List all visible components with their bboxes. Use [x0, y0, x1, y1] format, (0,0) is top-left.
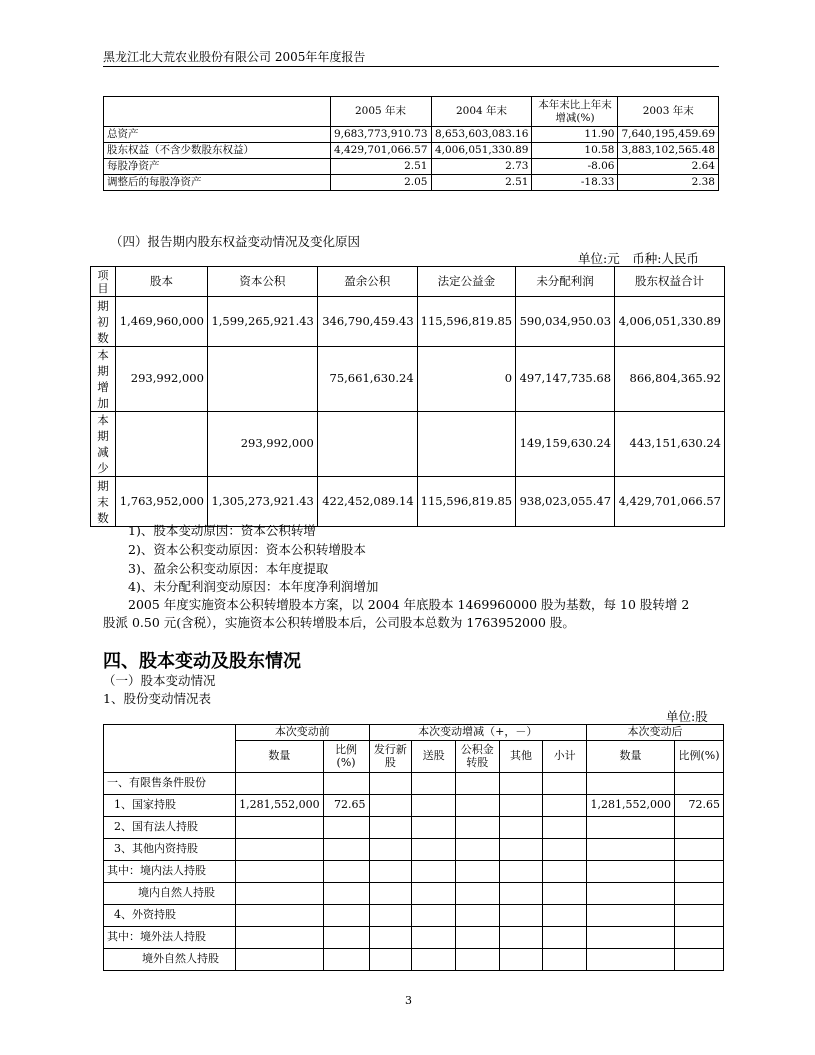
table-row	[91, 477, 725, 527]
cell: 11.90	[532, 127, 618, 143]
row-label: 一、有限售条件股份	[104, 773, 236, 795]
cell: 4,429,701,066.57	[330, 143, 431, 159]
cell	[369, 839, 412, 861]
cell: 443,151,630.24	[615, 412, 725, 477]
cell	[236, 861, 323, 883]
cell	[455, 861, 499, 883]
header-cell: 法定公益金	[417, 267, 515, 297]
table-row	[104, 861, 724, 883]
cell	[455, 949, 499, 971]
group-header-row	[104, 725, 724, 741]
cell	[323, 949, 369, 971]
cell	[323, 861, 369, 883]
table-row	[104, 949, 724, 971]
cell	[499, 817, 543, 839]
cell	[412, 927, 456, 949]
cell	[587, 883, 675, 905]
note-item: 1)、股本变动原因：资本公积转增	[128, 523, 316, 538]
cell	[455, 817, 499, 839]
cell: 4,006,051,330.89	[615, 297, 725, 347]
cell	[412, 817, 456, 839]
cell: 149,159,630.24	[516, 412, 615, 477]
row-label: 本期增加	[91, 347, 116, 412]
header-cell: 小计	[543, 741, 587, 773]
cell	[499, 773, 543, 795]
table-row	[104, 159, 719, 175]
cell	[323, 773, 369, 795]
cell	[369, 817, 412, 839]
header-cell: 未分配利润	[516, 267, 615, 297]
cell: 1,281,552,000	[236, 795, 323, 817]
cell	[207, 347, 317, 412]
cell	[323, 839, 369, 861]
paragraph-line: 股派 0.50 元(含税），实施资本公积转增股本后，公司股本总数为 1763952000 股。	[103, 615, 575, 630]
header-cell: 其他	[499, 741, 543, 773]
row-label: 其中：境内法人持股	[104, 861, 236, 883]
cell	[543, 949, 587, 971]
table-row	[104, 883, 724, 905]
cell: 3,883,102,565.48	[618, 143, 719, 159]
cell: 4,429,701,066.57	[615, 477, 725, 527]
cell	[412, 839, 456, 861]
cell	[587, 905, 675, 927]
cell: 2.05	[330, 175, 431, 191]
paragraph-line: 2005 年度实施资本公积转增股本方案，以 2004 年底股本 1469960000 股为基数，每 10 股转增 2	[128, 597, 690, 612]
cell	[587, 949, 675, 971]
table-row	[104, 795, 724, 817]
table-row	[104, 927, 724, 949]
header-divider	[103, 66, 719, 67]
cell	[369, 795, 412, 817]
cell	[675, 817, 724, 839]
table-row	[104, 127, 719, 143]
cell	[317, 412, 417, 477]
cell: 1,599,265,921.43	[207, 297, 317, 347]
cell	[417, 412, 515, 477]
cell	[236, 927, 323, 949]
header-cell: 股东权益合计	[615, 267, 725, 297]
cell: 1,281,552,000	[587, 795, 675, 817]
row-label: 调整后的每股净资产	[104, 175, 331, 191]
cell: 2.38	[618, 175, 719, 191]
cell: 10.58	[532, 143, 618, 159]
cell	[675, 949, 724, 971]
subsection-title: 1、股份变动情况表	[103, 691, 211, 706]
cell: 0	[417, 347, 515, 412]
cell: 115,596,819.85	[417, 477, 515, 527]
table-row	[104, 905, 724, 927]
cell	[543, 817, 587, 839]
cell: 72.65	[323, 795, 369, 817]
table-header-row	[104, 97, 719, 127]
cell	[116, 412, 208, 477]
cell	[323, 905, 369, 927]
section-title: （四）报告期内股东权益变动情况及变化原因	[110, 234, 361, 249]
table-row	[104, 839, 724, 861]
cell	[412, 861, 456, 883]
cell	[587, 773, 675, 795]
header-cell: 股本	[116, 267, 208, 297]
cell: 75,661,630.24	[317, 347, 417, 412]
cell	[236, 817, 323, 839]
cell	[543, 861, 587, 883]
cell	[543, 773, 587, 795]
row-label: 期末数	[91, 477, 116, 527]
cell: 938,023,055.47	[516, 477, 615, 527]
page-number: 3	[405, 994, 412, 1007]
cell	[543, 883, 587, 905]
row-label: 3、其他内资持股	[104, 839, 236, 861]
assets-table	[103, 96, 719, 191]
unit-label: 单位:元 币种:人民币	[578, 251, 699, 266]
cell	[412, 795, 456, 817]
cell: 2.73	[431, 159, 532, 175]
cell	[323, 883, 369, 905]
cell	[675, 927, 724, 949]
cell	[675, 905, 724, 927]
cell	[412, 949, 456, 971]
cell	[675, 883, 724, 905]
table-header-row	[91, 267, 725, 297]
cell	[499, 927, 543, 949]
table-row	[104, 175, 719, 191]
cell: 293,992,000	[207, 412, 317, 477]
header-cell: 比例(%)	[323, 741, 369, 773]
header-cell	[104, 725, 236, 773]
cell: 866,804,365.92	[615, 347, 725, 412]
cell	[455, 905, 499, 927]
cell	[587, 861, 675, 883]
cell	[455, 927, 499, 949]
cell: 1,469,960,000	[116, 297, 208, 347]
cell	[543, 795, 587, 817]
cell	[323, 817, 369, 839]
header-cell: 本年末比上年末增减(%)	[532, 97, 618, 127]
cell	[455, 883, 499, 905]
cell: 2.64	[618, 159, 719, 175]
row-label: 期初数	[91, 297, 116, 347]
header-cell: 送股	[412, 741, 456, 773]
cell	[455, 773, 499, 795]
cell	[455, 839, 499, 861]
cell: -8.06	[532, 159, 618, 175]
table-row	[104, 143, 719, 159]
cell: 1,763,952,000	[116, 477, 208, 527]
equity-change-table	[90, 266, 725, 527]
cell	[236, 773, 323, 795]
cell	[412, 883, 456, 905]
cell: 2.51	[330, 159, 431, 175]
cell	[236, 905, 323, 927]
cell	[587, 839, 675, 861]
cell	[369, 927, 412, 949]
cell	[455, 795, 499, 817]
page-header: 黑龙江北大荒农业股份有限公司 2005年年度报告	[103, 50, 366, 64]
table-row	[104, 773, 724, 795]
cell: 8,653,603,083.16	[431, 127, 532, 143]
cell: 422,452,089.14	[317, 477, 417, 527]
cell: 72.65	[675, 795, 724, 817]
header-cell: 2004 年末	[431, 97, 532, 127]
cell	[369, 883, 412, 905]
unit-label: 单位:股	[666, 709, 708, 724]
cell: 1,305,273,921.43	[207, 477, 317, 527]
cell	[587, 817, 675, 839]
note-item: 4)、未分配利润变动原因：本年度净利润增加	[128, 579, 379, 594]
header-cell: 数量	[236, 741, 323, 773]
cell: -18.33	[532, 175, 618, 191]
cell	[236, 839, 323, 861]
cell	[369, 949, 412, 971]
header-cell: 盈余公积	[317, 267, 417, 297]
header-cell: 项目	[91, 267, 116, 297]
table-row	[104, 817, 724, 839]
cell: 7,640,195,459.69	[618, 127, 719, 143]
cell	[499, 861, 543, 883]
row-label: 2、国有法人持股	[104, 817, 236, 839]
table-row	[91, 412, 725, 477]
cell: 115,596,819.85	[417, 297, 515, 347]
row-label: 每股净资产	[104, 159, 331, 175]
subsection-title: （一）股本变动情况	[103, 673, 216, 688]
cell	[499, 839, 543, 861]
row-label: 股东权益（不含少数股东权益）	[104, 143, 331, 159]
row-label: 4、外资持股	[104, 905, 236, 927]
cell	[499, 795, 543, 817]
cell	[499, 883, 543, 905]
cell	[369, 861, 412, 883]
cell: 497,147,735.68	[516, 347, 615, 412]
header-cell: 公积金转股	[455, 741, 499, 773]
table-row	[91, 297, 725, 347]
chapter-title: 四、股本变动及股东情况	[103, 651, 301, 672]
cell: 9,683,773,910.73	[330, 127, 431, 143]
row-label: 境外自然人持股	[104, 949, 236, 971]
header-cell: 发行新股	[369, 741, 412, 773]
cell	[499, 905, 543, 927]
cell	[236, 883, 323, 905]
cell	[675, 773, 724, 795]
cell	[412, 773, 456, 795]
row-label: 境内自然人持股	[104, 883, 236, 905]
row-label: 总资产	[104, 127, 331, 143]
cell	[323, 927, 369, 949]
cell	[499, 949, 543, 971]
note-item: 2)、资本公积变动原因：资本公积转增股本	[128, 542, 366, 557]
cell: 346,790,459.43	[317, 297, 417, 347]
header-cell: 资本公积	[207, 267, 317, 297]
cell: 2.51	[431, 175, 532, 191]
header-cell: 本次变动增减（+，－）	[369, 725, 587, 741]
cell	[236, 949, 323, 971]
share-change-table	[103, 724, 724, 971]
cell: 590,034,950.03	[516, 297, 615, 347]
row-label: 1、国家持股	[104, 795, 236, 817]
header-cell: 2003 年末	[618, 97, 719, 127]
cell: 4,006,051,330.89	[431, 143, 532, 159]
cell	[412, 905, 456, 927]
cell	[369, 773, 412, 795]
cell	[587, 927, 675, 949]
cell	[675, 839, 724, 861]
header-cell	[104, 97, 331, 127]
table-row	[91, 347, 725, 412]
cell	[543, 927, 587, 949]
row-label: 本期减少	[91, 412, 116, 477]
header-cell: 本次变动后	[587, 725, 724, 741]
header-cell: 比例(%)	[675, 741, 724, 773]
cell: 293,992,000	[116, 347, 208, 412]
cell	[675, 861, 724, 883]
note-item: 3)、盈余公积变动原因：本年度提取	[128, 561, 329, 576]
cell	[543, 839, 587, 861]
cell	[543, 905, 587, 927]
row-label: 其中：境外法人持股	[104, 927, 236, 949]
header-cell: 数量	[587, 741, 675, 773]
cell	[369, 905, 412, 927]
header-cell: 2005 年末	[330, 97, 431, 127]
header-cell: 本次变动前	[236, 725, 369, 741]
